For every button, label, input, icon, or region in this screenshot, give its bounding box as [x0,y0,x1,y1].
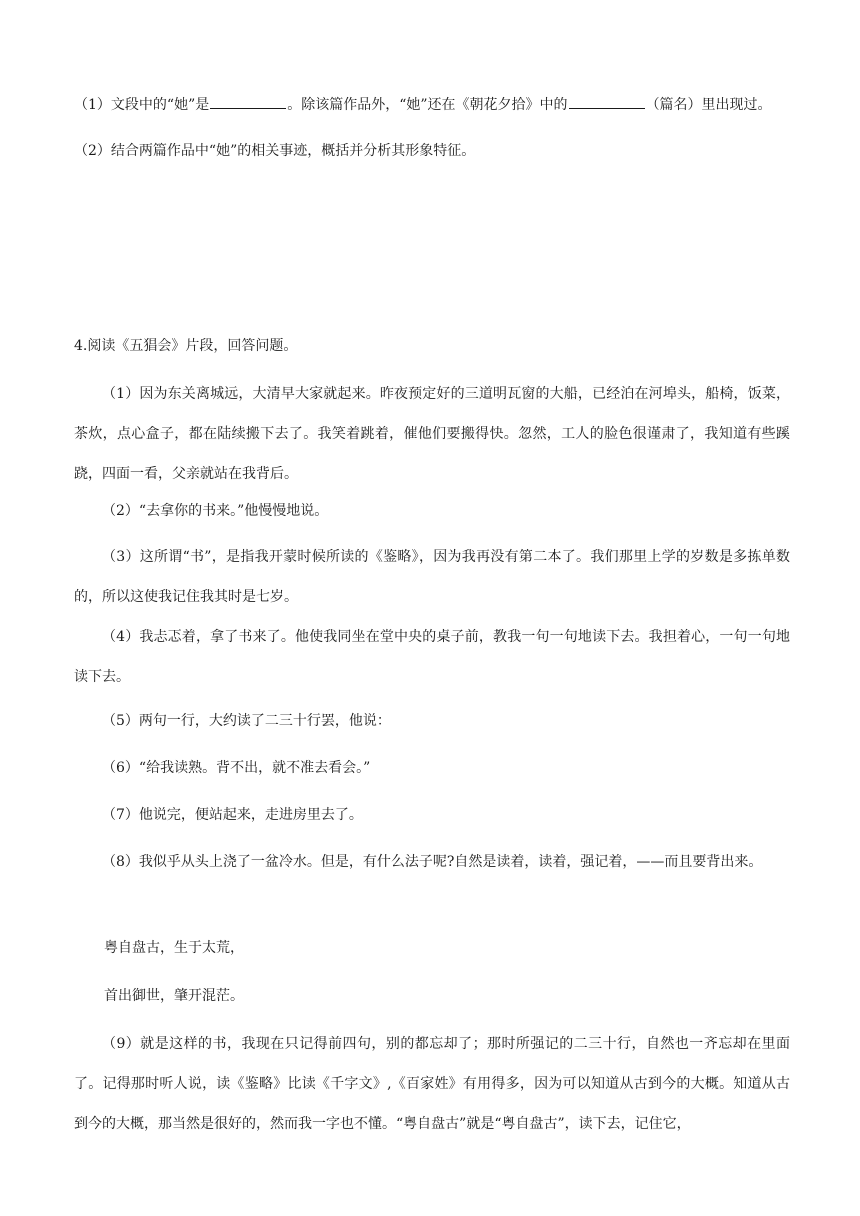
passage-paragraph-2: （2）“去拿你的书来。”他慢慢地说。 [102,503,329,519]
passage-paragraph-1: （1）因为东关离城远，大清早大家就起来。昨夜预定好的三道明瓦窗的大船，已经泊在河埠头，船椅，饭菜，茶炊，点心盒子，都在陆续搬下去了。我笑着跳着，催他们要搬得快。忽然，工人的脸色很谨肃了，我知道有些蹊跷，四面一看，父亲就站在我背后。 [74,386,790,482]
poem-line-1: 粤自盘古，生于太荒， [104,940,244,956]
passage-paragraph-4: （4）我忐忑着，拿了书来了。他使我同坐在堂中央的桌子前，教我一句一句地读下去。我担着心，一句一句地读下去。 [74,629,790,685]
passage-paragraph-8: （8）我似乎从头上浇了一盆冷水。但是，有什么法子呢?自然是读着，读着，强记着，——而且要背出来。 [102,854,763,870]
passage-paragraph-7: （7）他说完，便站起来，走进房里去了。 [102,807,363,823]
q3-sub1-text-after: （篇名）里出现过。 [645,97,772,113]
passage-paragraph-3: （3）这所谓“书”，是指我开蒙时候所读的《鉴略》，因为我再没有第二本了。我们那里上学的岁数是多拣单数的，所以这使我记住我其时是七岁。 [74,549,790,605]
answer-blank-1[interactable] [210,94,286,109]
answer-blank-2[interactable] [569,94,645,109]
question-3-part-1 [74,94,790,115]
passage-paragraph-5: （5）两句一行，大约读了二三十行罢，他说： [102,713,391,729]
passage-paragraph-9: （9）就是这样的书，我现在只记得前四句，别的都忘却了；那时所强记的二三十行，自然也一齐忘却在里面了。记得那时听人说，读《鉴略》比读《千字文》,《百家姓》有用得多，因为可以知道从古到今的大概。知道从古到今的大概，那当然是很好的，然而我一字也不懂。“粤自盘古”就是“粤自盘古”，读下去，记住它， [74,1036,790,1132]
q3-sub1-text-before: （1）文段中的“她”是 [74,97,210,113]
poem-line-2: 首出御世，肇开混茫。 [104,988,244,1004]
question-4-heading: 4.阅读《五猖会》片段，回答问题。 [74,338,298,354]
passage-paragraph-6: （6）“给我读熟。背不出，就不准去看会。” [102,760,371,776]
question-3-part-2: （2）结合两篇作品中“她”的相关事迹，概括并分析其形象特征。 [74,143,476,159]
q3-sub1-text-middle: 。除该篇作品外，“她”还在《朝花夕拾》中的 [287,97,568,113]
